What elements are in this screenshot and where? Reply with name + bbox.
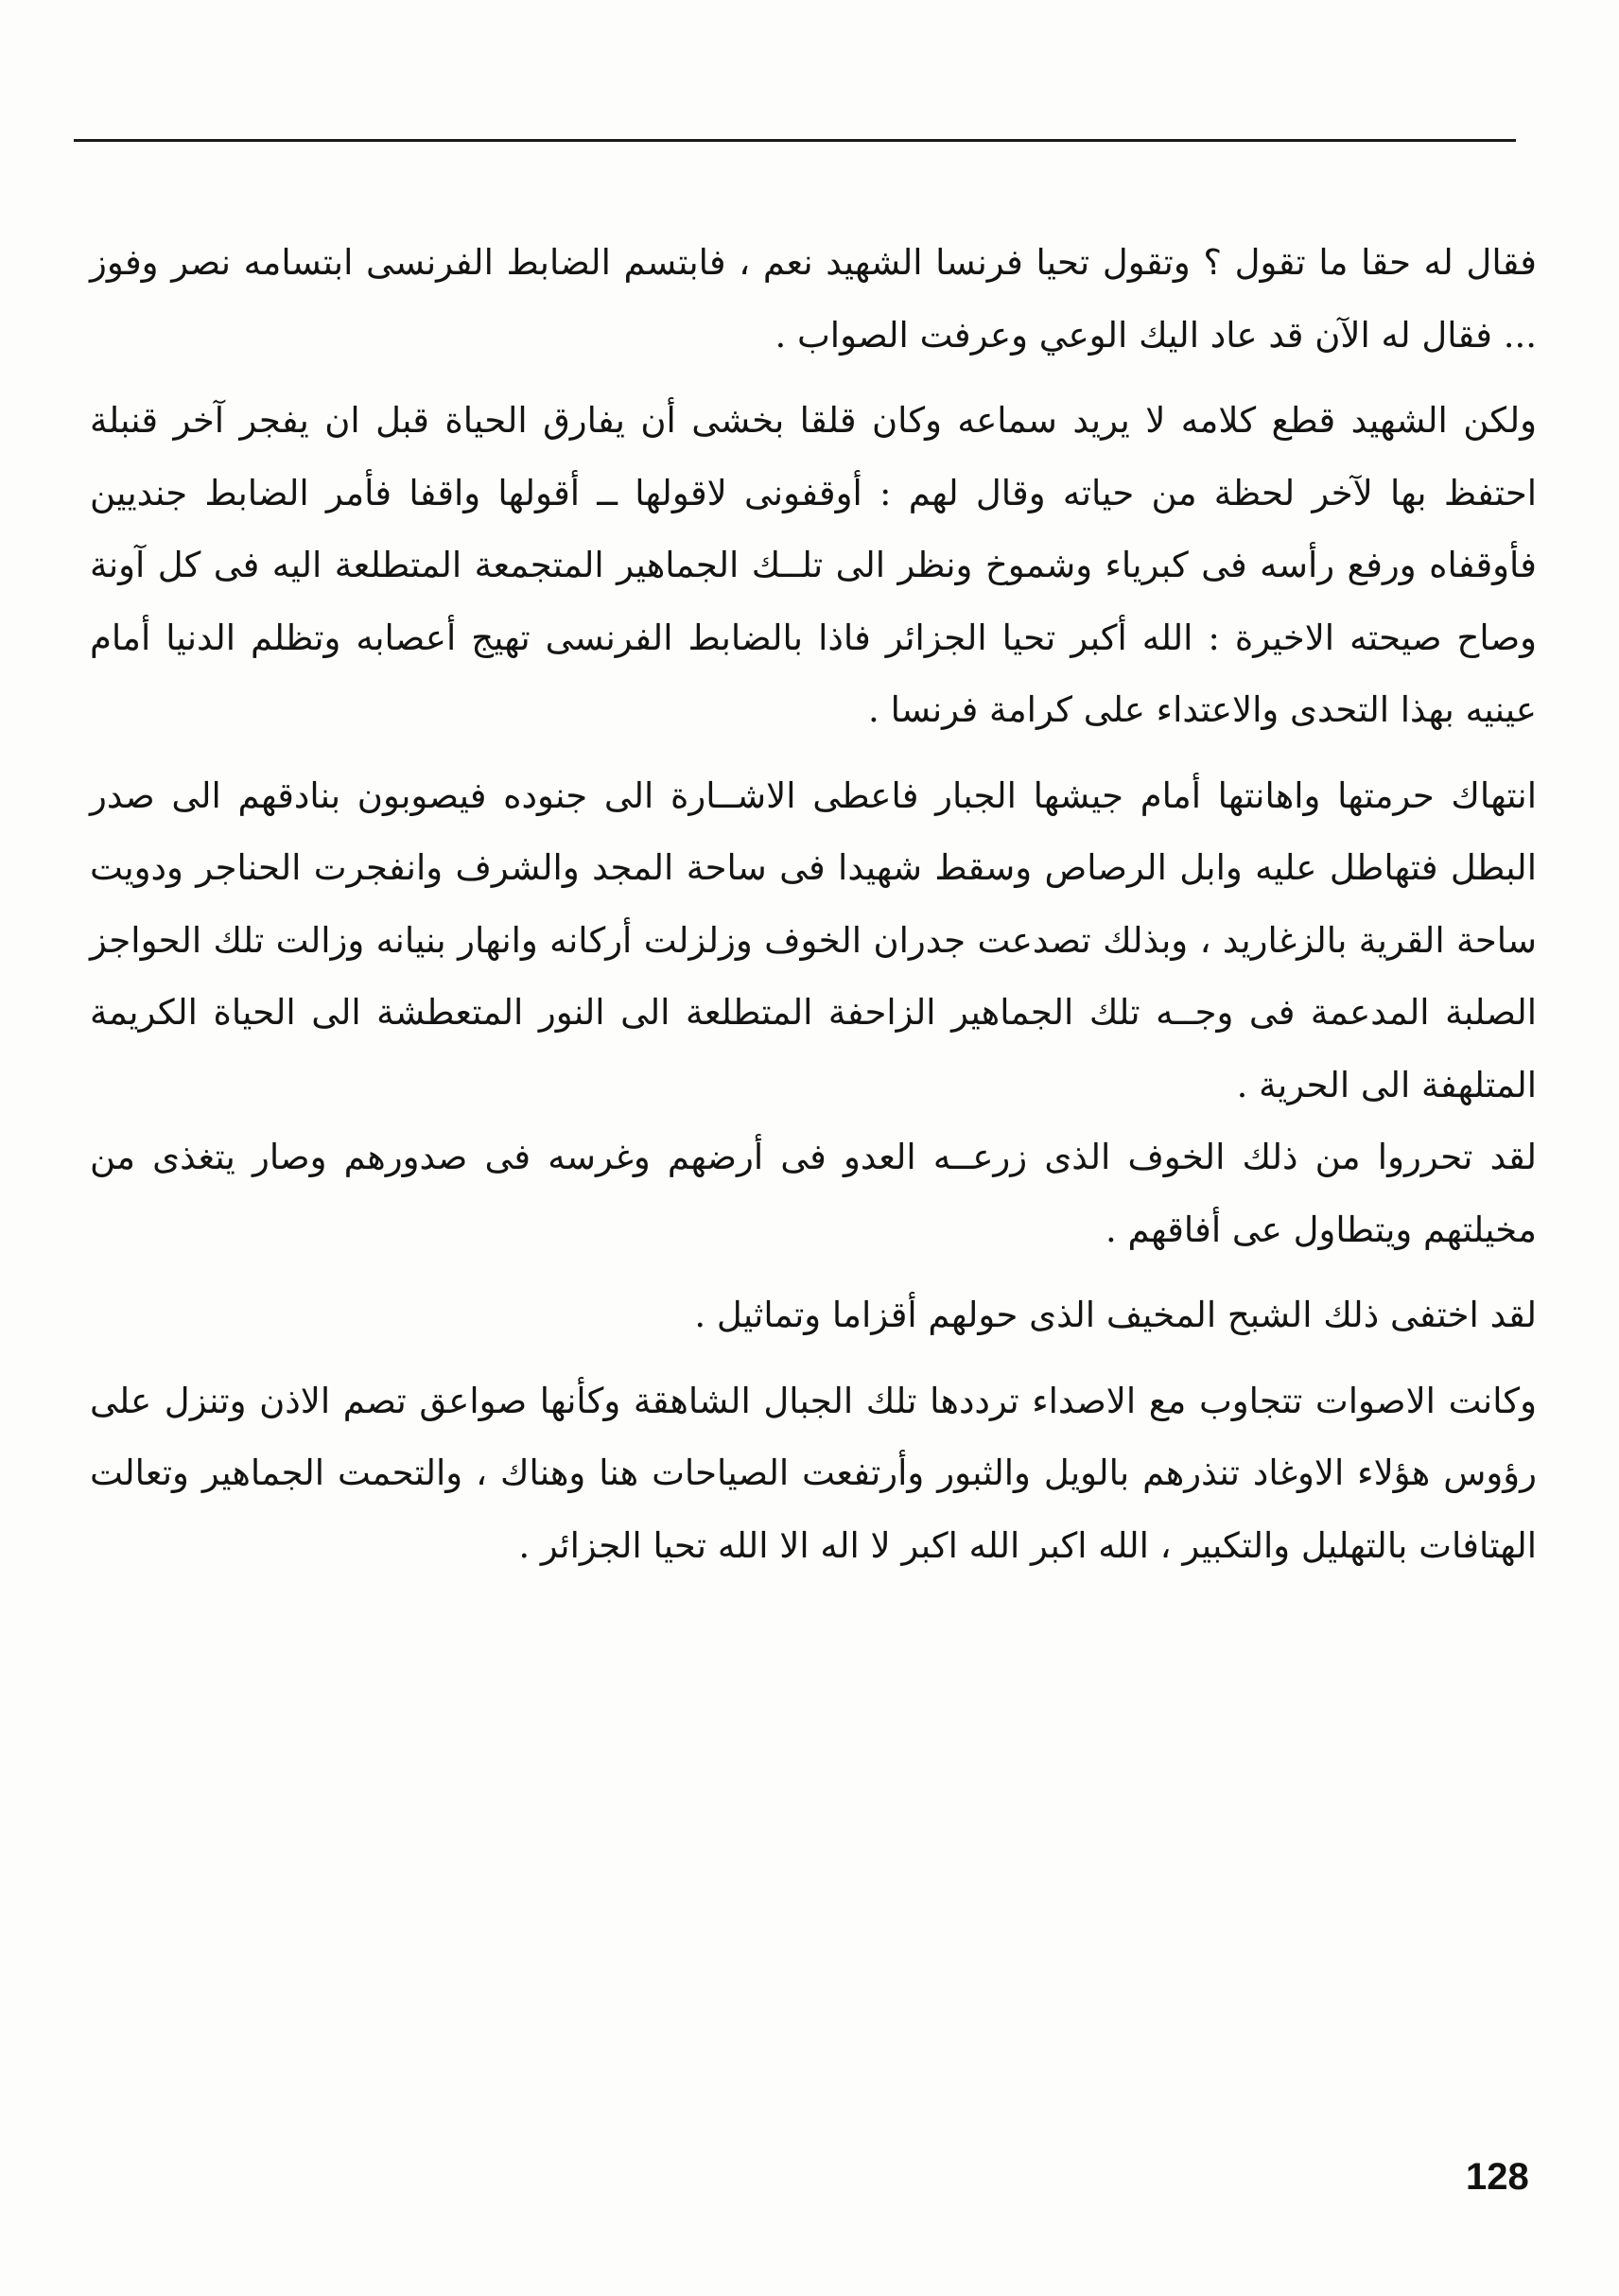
header-rule: [74, 139, 1516, 142]
paragraph-3: انتهاك حرمتها واهانتها أمام جيشها الجبار فاعطى الاشــارة الى جنوده فيصوبون بنادقهم الى صدر البطل فتهاطل عليه وابل الرصاص وسقط شهيدا فى ساحة المجد والشرف وانفجرت الحناجر ودويت ساحة القرية بالزغاريد ، وبذلك تصدعت جدران الخوف وزلزلت أركانه وانهار بنيانه وزالت تلك الحواجز الصلبة المدعمة فى وجــه تلك الجماهير الزاحفة المتطلعة الى النور المتعطشة الى الحياة الكريمة المتلهفة الى الحرية .: [90, 774, 1537, 1105]
body-text: [90, 227, 1537, 1582]
page-number: 128: [1466, 2156, 1529, 2198]
paragraph-5: لقد اختفى ذلك الشبح المخيف الذى حولهم أقزاما وتماثيل .: [694, 1295, 1537, 1335]
paragraph-4: لقد تحرروا من ذلك الخوف الذى زرعــه العدو فى أرضهم وغرسه فى صدورهم وصار يتغذى من مخيلتهم ويتطاول عى أفاقهم .: [90, 1137, 1537, 1250]
paragraph-2: ولكن الشهيد قطع كلامه لا يريد سماعه وكان قلقا بخشى أن يفارق الحياة قبل ان يفجر آخر قنبلة احتفظ بها لآخر لحظة من حياته وقال لهم : أوقفونى لاقولها ــ أقولها واقفا فأمر الضابط جنديين فأوقفاه ورفع رأسه فى كبرياء وشموخ ونظر الى تلــك الجماهير المتجمعة المتطلعة اليه فى كل آونة وصاح صيحته الاخيرة : الله أكبر تحيا الجزائر فاذا بالضابط الفرنسى تهيج أعصابه وتظلم الدنيا أمام عينيه بهذا التحدى والاعتداء على كرامة فرنسا .: [90, 400, 1537, 730]
paragraph-1: فقال له حقا ما تقول ؟ وتقول تحيا فرنسا الشهيد نعم ، فابتسم الضابط الفرنسى ابتسامه نصر وفوز ... فقال له الآن قد عاد اليك الوعي وعرفت الصواب .: [90, 242, 1537, 356]
paragraph-6: وكانت الاصوات تتجاوب مع الاصداء ترددها تلك الجبال الشاهقة وكأنها صواعق تصم الاذن وتنزل على رؤوس هؤلاء الاوغاد تنذرهم بالويل والثبور وأرتفعت الصياحات هنا وهناك ، والتحمت الجماهير وتعالت الهتافات بالتهليل والتكبير ، الله اكبر الله اكبر لا اله الا الله تحيا الجزائر .: [90, 1380, 1537, 1566]
